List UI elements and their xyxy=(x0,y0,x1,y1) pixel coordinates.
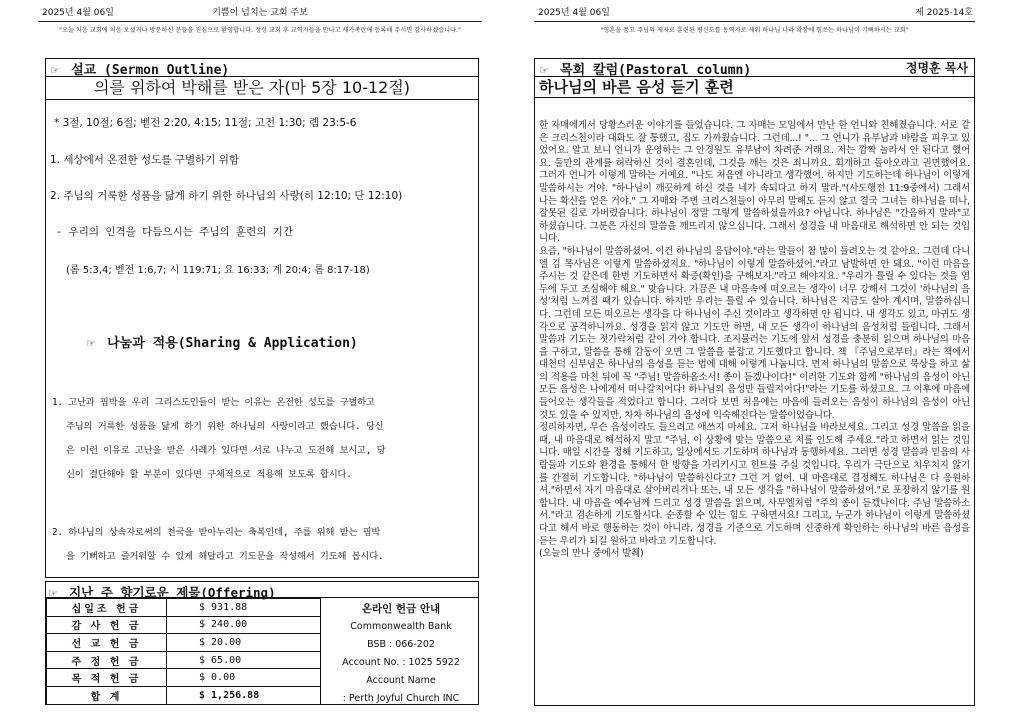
offering-label: 주 정 헌 금 xyxy=(47,651,167,669)
offering-amount: 931.88 xyxy=(211,601,248,613)
bank-account-name: : Perth Joyful Church INC xyxy=(342,693,460,704)
sermon-point-1: 1. 세상에서 온전한 성도를 구별하기 위함 xyxy=(50,154,239,166)
column-paragraph: 요즘, "하나님이 말씀하셨어. 이건 하나님의 응답이야."라는 말들이 참 많이 들려오는 것 같아요. 그런데 다니엘 김 목사님은 이렇게 말씀하셨지요. "하나님이 이렇게 말씀하셨어."라고 남발하면 안 돼요. "이런 마음을 주시는 것 같은데 한번 기도하면서 확증(확인)을 구해보자."라고 해야지요. "우리가 틀릴 수 있다는 것을 염두에 두고 조심해야 해요." 맞습니다. 가끔은 내 마음속에 떠오르는 생각이 너무 강해서 그것이 '하나님의 음성'처럼 느껴질 때가 있습니다. 하지만 우리는 틀릴 수 있습니다. 하나님은 지금도 살아 계시며, 말씀하십니다. 그런데 모든 떠오르는 생각을 다 하나님이 주신 것이라고 생각하면 안 됩니다. 내 생각도 있고, 마귀도 생각으로 공격하니까요. 성경을 읽지 않고 기도만 하면, 내 모든 생각이 하나님의 음성처럼 들립니다. 그래서 말씀과 기도는 젓가락처럼 같이 가야 합니다. 조지뮬러는 기도에 앞서 성경을 충분히 읽으며 하나님의 마음을 구하고, 말씀을 통해 감동이 오면 그 말씀을 붙잡고 기도했다고 합니다. 책 『주님으로부터』라는 책에서 대천덕 신부님은 하나님의 음성을 듣는 법에 대해 이렇게 나눕니다. 먼저 하나님의 말씀으로 묵상을 하고 삶의 적용을 마친 뒤에 꼭 "주님! 말씀하옵소서! 종이 듣겠나이다!" 이러한 기도와 함께 "하나님의 음성이 아닌 모든 음성은 나에게서 떠나갈지어다! 하나님의 음성만 들릴지어다!"라는 기도를 하셨고요. 그 이후에 마음에 들어오는 생각들을 적었다고 합니다. 그러다 보면 처음에는 마음에 들려오는 음성이 하나님의 음성이 아닌 것도 있을 수 있지만, 차차 하나님의 음성에 익숙해진다는 말씀이었습니다. xyxy=(539,245,970,421)
bank-bsb: BSB : 066-202 xyxy=(367,639,435,650)
sermon-scripture-refs: * 3절, 10절; 6절; 벧전 2:20, 4:15; 11절; 고전 1:30; 롐 23:5-6 xyxy=(54,117,357,129)
sermon-heading-label: 설교 (Sermon Outline) xyxy=(71,63,230,78)
left-page-header xyxy=(38,0,482,22)
pointing-hand-icon: ☞ xyxy=(86,337,96,350)
currency-symbol: $ xyxy=(198,601,205,613)
right-header-date: 2025년 4월 06일 xyxy=(538,8,610,18)
pointing-hand-icon: ☞ xyxy=(539,64,549,77)
currency-symbol: $ xyxy=(198,689,205,701)
offering-box xyxy=(45,581,479,705)
currency-symbol: $ xyxy=(198,672,205,684)
bank-account-name-label: Account Name xyxy=(366,675,436,686)
issue-number: 제 2025-14호 xyxy=(915,8,973,18)
offering-label: 선 교 헌 금 xyxy=(47,634,167,652)
sharing-q2-line: 2. 하나님의 상속자로써의 천국을 받아누리는 축복인데, 주를 위해 받는 핍박 xyxy=(52,527,381,538)
bank-name: Commonwealth Bank xyxy=(350,621,452,632)
currency-symbol: $ xyxy=(198,636,205,648)
offering-amount-cell xyxy=(167,616,321,634)
sermon-heading xyxy=(46,59,478,77)
offering-amount: 240.00 xyxy=(211,619,248,631)
pastoral-column-heading-label: 목회 칼럼(Pastoral column) xyxy=(560,63,752,78)
offering-total-cell xyxy=(167,686,321,704)
offering-label: 감 사 헌 금 xyxy=(47,616,167,634)
offering-heading xyxy=(46,582,478,598)
sharing-q1-line: 은 이런 이유로 고난을 받은 사례가 있다면 서로 나누고 도전해 보시고, 당 xyxy=(66,445,386,456)
offering-label: 십일조 헌금 xyxy=(47,599,167,617)
currency-symbol: $ xyxy=(198,619,205,631)
offering-amount: 65.00 xyxy=(211,654,242,666)
pastoral-column-box xyxy=(534,58,975,706)
offering-heading-label: 지난 주 향기로운 제물(Offering) xyxy=(69,585,276,600)
right-page xyxy=(534,0,975,36)
sharing-heading xyxy=(86,332,358,352)
offering-amount-cell xyxy=(167,634,321,652)
column-author: 정명훈 목사 xyxy=(905,61,968,75)
sermon-point-2-refs: (롬 5:3,4; 벧전 1:6,7; 시 119:71; 요 16:33; 계 20:4; 롬 8:17-18) xyxy=(66,265,370,276)
sharing-heading-label: 나눔과 적용(Sharing & Application) xyxy=(107,336,358,351)
offering-amount-cell xyxy=(167,669,321,687)
currency-symbol: $ xyxy=(198,654,205,666)
offering-amount: 20.00 xyxy=(211,636,242,648)
sharing-q1-line: 주님의 거룩한 성품을 닮게 하기 위한 하나님의 사랑이라고 했습니다. 당신 xyxy=(66,421,384,432)
table-row xyxy=(47,669,321,687)
offering-total-label: 합 계 xyxy=(47,686,167,704)
sermon-point-2: 2. 주님의 거룩한 성품을 닮게 하기 위한 하나님의 사랑(히 12:10; 단 12:10) xyxy=(50,190,403,202)
left-motto: "오늘 처음 교회에 처음 오셨거나 방문하신 분들을 진심으로 환영합니다. 정성 교회 후 교역자들을 만나고 새가족란에 등록해 주시면 감사하겠습니다." xyxy=(59,27,461,34)
table-row xyxy=(47,651,321,669)
column-source: (오늘의 만나 중에서 발췌) xyxy=(539,548,644,560)
sharing-q1-line: 신이 결단해야 할 부분이 있다면 구체적으로 적용해 보도록 합시다. xyxy=(66,469,352,480)
pointing-hand-icon: ☞ xyxy=(48,587,58,600)
sharing-q1-line: 1. 고난과 핍박을 우리 그리스도인들이 받는 이유는 온전한 성도를 구별하고 xyxy=(52,397,375,408)
offering-total-amount: 1,256.88 xyxy=(211,689,260,701)
column-body xyxy=(535,98,974,561)
online-offering-info xyxy=(326,600,476,708)
sharing-q2-line: 을 기뻐하고 즐거워할 수 있게 해달라고 기도문을 작성해서 기도해 봅시다. xyxy=(66,551,384,562)
offering-label: 목 적 헌 금 xyxy=(47,669,167,687)
offering-table xyxy=(46,598,321,705)
sermon-box xyxy=(45,58,479,578)
column-title: 하나님의 바른 음성 듣기 훈련 xyxy=(535,77,974,98)
bank-account-number: Account No. : 1025 5922 xyxy=(342,657,460,668)
table-row xyxy=(47,616,321,634)
sermon-title: 의를 위하여 박해를 받은 자(마 5장 10-12절) xyxy=(46,77,478,100)
pointing-hand-icon: ☞ xyxy=(50,64,60,77)
column-paragraph: 정리하자면, 무슨 음성이라도 들으려고 애쓰지 마세요. 그저 하나님을 바라보세요. 그리고 성경 말씀을 읽을 때, 내 마음대로 해석하지 말고 "주님, 이 상황에 맞는 말씀으로 저를 인도해 주세요."라고 하면서 읽는 것입니다. 매일 시간을 정해 기도하고, 일상에서도 기도하며 하나님과 동행하세요. 그러면 성경 말씀과 믿음의 사람들과 기도와 환경을 통해서 한 방향을 가리키시고 힌트를 주실 것입니다. 우리가 극단으로 치우치지 않기를 간절히 기도합니다. "하나님이 말씀하신다고? 그런 거 없어. 내 마음대로 결정해도 하나님은 다 응원하셔."하면서 자기 마음대로 살아버리거나 또는, 내 모든 생각을 "하나님이 말씀하셨어."로 포장하지 않기를 원합니다. 내 마음을 예수님께 드리고 성경 말씀을 읽으며, 사무엘처럼 "주의 종이 듣겠나이다. 주님 말씀하소서."라고 겸손하게 기도합시다. 순종할 수 있는 힘도 구하면서요! 그리고, 누군가 하나님이 이렇게 말씀하셨다고 해서 바로 행동하는 것이 아니라, 성경을 기준으로 기도하며 신중하게 확인하는 하나님의 바른 음성을 듣는 우리가 되길 원하고 바라고 기도합니다. xyxy=(539,422,970,547)
sharing-question-2 xyxy=(52,521,472,569)
offering-amount: 0.00 xyxy=(211,672,236,684)
table-row xyxy=(47,599,321,617)
left-header-bulletin-name: 기쁨이 넘치는 교회 주보 xyxy=(212,8,308,18)
online-offering-title: 온라인 헌금 안내 xyxy=(361,603,441,615)
left-header-date: 2025년 4월 06일 xyxy=(42,8,114,18)
table-row xyxy=(47,634,321,652)
sermon-point-2-sub: - 우리의 인격을 다듬으시는 주님의 훈련의 기간 xyxy=(56,226,293,238)
table-row-total xyxy=(47,686,321,704)
column-paragraph: 한 자매에게서 당황스러운 이야기를 들었습니다. 그 자매는 모임에서 만난 한 언니와 친해졌습니다. 서로 같은 크리스천이라 대화도 잘 통했고, 집도 가까웠습니다. 그런데...! "... 그 언니가 유부남과 바람을 피우고 있었어요. 알고 보니 언니가 운영하는 그 안경원도 유부남이 차려준 거래요. 저는 깜짝 놀라서 안 된다고 했어요. 둘만의 관계를 허락하신 것이 결혼인데, 그것을 깨는 것은 죄니까요. 회개하고 돌아오라고 권면했어요. 그러자 언니가 이렇게 말하는 거예요. "나도 처음엔 아니라고 생각했어. 하지만 기도하는데 하나님이 이렇게 말씀하시는 거야. "하나님이 깨끗하게 하신 것을 네가 속되다고 하지 말라."(사도행전 11:9중에서) 그래서 나는 확신을 얻은 거야." 그 자매와 주변 크리스천들이 아무리 말해도 듣지 않고 결국 그녀는 하나님을 떠나, 잘못된 길로 가버렸습니다. 하나님이 정말 그렇게 말씀하셨을까요? 아닙니다. 하나님은 "간음하지 말라"고 하셨습니다. 그분은 자신의 말씀을 깨뜨리지 않으십니다. 그래서 성경을 내 마음대로 해석하면 안 되는 것입니다. xyxy=(539,120,970,245)
offering-amount-cell xyxy=(167,599,321,617)
right-motto: "영혼을 품고 주님의 제자로 훈련된 평신도를 동역자로 세워 하나님 나라 확장에 힘쓰는 하나님이 기뻐하시는 교회" xyxy=(600,27,909,34)
pastoral-column-heading xyxy=(535,59,974,77)
left-page xyxy=(38,0,482,36)
right-page-header xyxy=(534,0,975,22)
offering-amount-cell xyxy=(167,651,321,669)
sharing-question-1 xyxy=(52,391,472,487)
